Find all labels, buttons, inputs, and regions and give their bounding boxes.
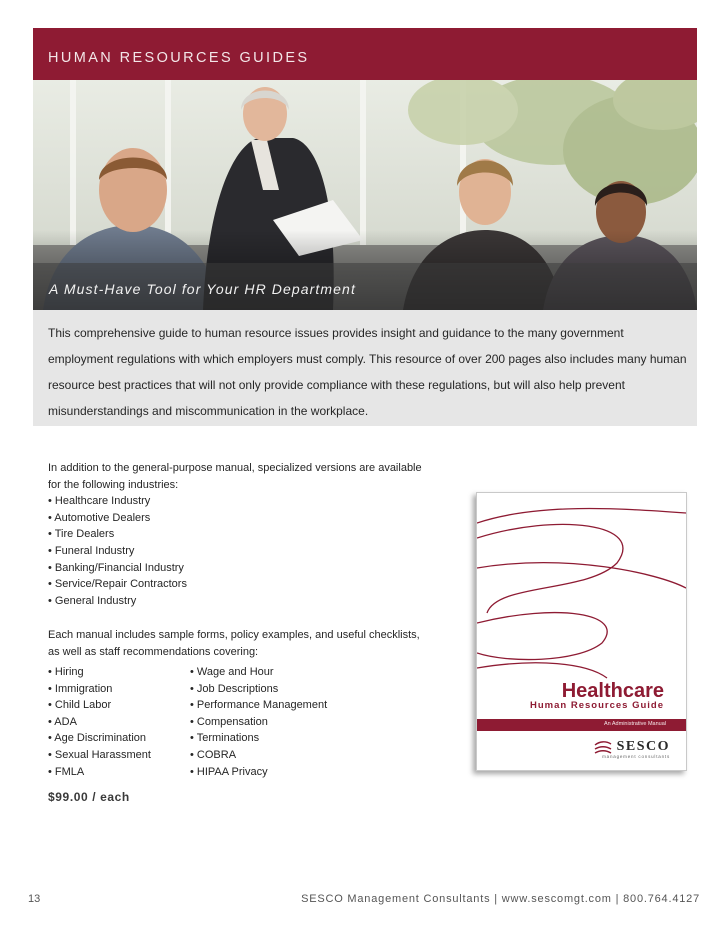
hero-photo xyxy=(33,80,697,310)
versions-block xyxy=(48,460,422,609)
sesco-logo xyxy=(594,739,670,759)
section-header xyxy=(33,28,697,80)
price: $99.00 / each xyxy=(48,790,130,804)
industry-item: • Automotive Dealers xyxy=(48,511,151,524)
topic-item: • HIPAA Privacy xyxy=(190,765,268,778)
industry-item: • Banking/Financial Industry xyxy=(48,561,184,574)
book-cover xyxy=(476,492,687,771)
versions-line: In addition to the general-purpose manual, specialized versions are available xyxy=(48,462,422,474)
footer-contact: SESCO Management Consultants | www.sescomgt.com | 800.764.4127 xyxy=(301,893,700,905)
topic-item: • Sexual Harassment xyxy=(48,748,151,761)
industry-item: • Tire Dealers xyxy=(48,528,115,541)
industry-item: • General Industry xyxy=(48,594,137,607)
topic-item: • Performance Management xyxy=(190,699,328,712)
manual-intro xyxy=(48,627,420,660)
topic-item: • FMLA xyxy=(48,765,85,778)
topic-item: • COBRA xyxy=(190,748,237,761)
industry-item: • Funeral Industry xyxy=(48,544,135,557)
sesco-mark-icon xyxy=(594,741,612,755)
industry-item: • Healthcare Industry xyxy=(48,495,151,508)
cover-title: Healthcare xyxy=(561,680,664,702)
versions-line: for the following industries: xyxy=(48,478,179,491)
logo-wordmark: SESCO xyxy=(616,739,670,754)
cover-band xyxy=(477,719,686,731)
manual-line: as well as staff recommendations covering: xyxy=(48,645,259,658)
industry-item: • Service/Repair Contractors xyxy=(48,578,187,591)
topic-item: • Job Descriptions xyxy=(190,682,279,695)
topic-item: • Immigration xyxy=(48,682,113,695)
logo-tagline: management consultants xyxy=(602,754,670,759)
cover-subtitle: Human Resources Guide xyxy=(530,700,664,711)
office-team-photo xyxy=(33,80,697,310)
manual-line: Each manual includes sample forms, policy examples, and useful checklists, xyxy=(48,629,420,641)
topic-item: • Age Discrimination xyxy=(48,732,147,745)
topic-item: • Compensation xyxy=(190,715,268,728)
intro-box xyxy=(33,310,697,426)
cover-band-text: An Administrative Manual xyxy=(603,721,666,727)
intro-text: This comprehensive guide to human resource issues provides insight and guidance to the many government employment regulations with which employers must comply. This resource of over 200 pages also includes many human resource best practices that will not only provide compliance with these regulations, but will also help prevent misunderstandings and miscommunication in the workplace. xyxy=(48,326,687,418)
section-title: HUMAN RESOURCES GUIDES xyxy=(48,50,310,66)
page-number: 13 xyxy=(28,893,41,905)
topic-item: • Terminations xyxy=(190,732,260,745)
topics-right xyxy=(190,664,327,780)
topics-left xyxy=(48,664,151,780)
topic-item: • Child Labor xyxy=(48,699,112,712)
topic-item: • Hiring xyxy=(48,666,84,678)
photo-caption: A Must-Have Tool for Your HR Department xyxy=(49,281,356,297)
topic-item: • Wage and Hour xyxy=(190,666,274,678)
topic-item: • ADA xyxy=(48,715,77,728)
